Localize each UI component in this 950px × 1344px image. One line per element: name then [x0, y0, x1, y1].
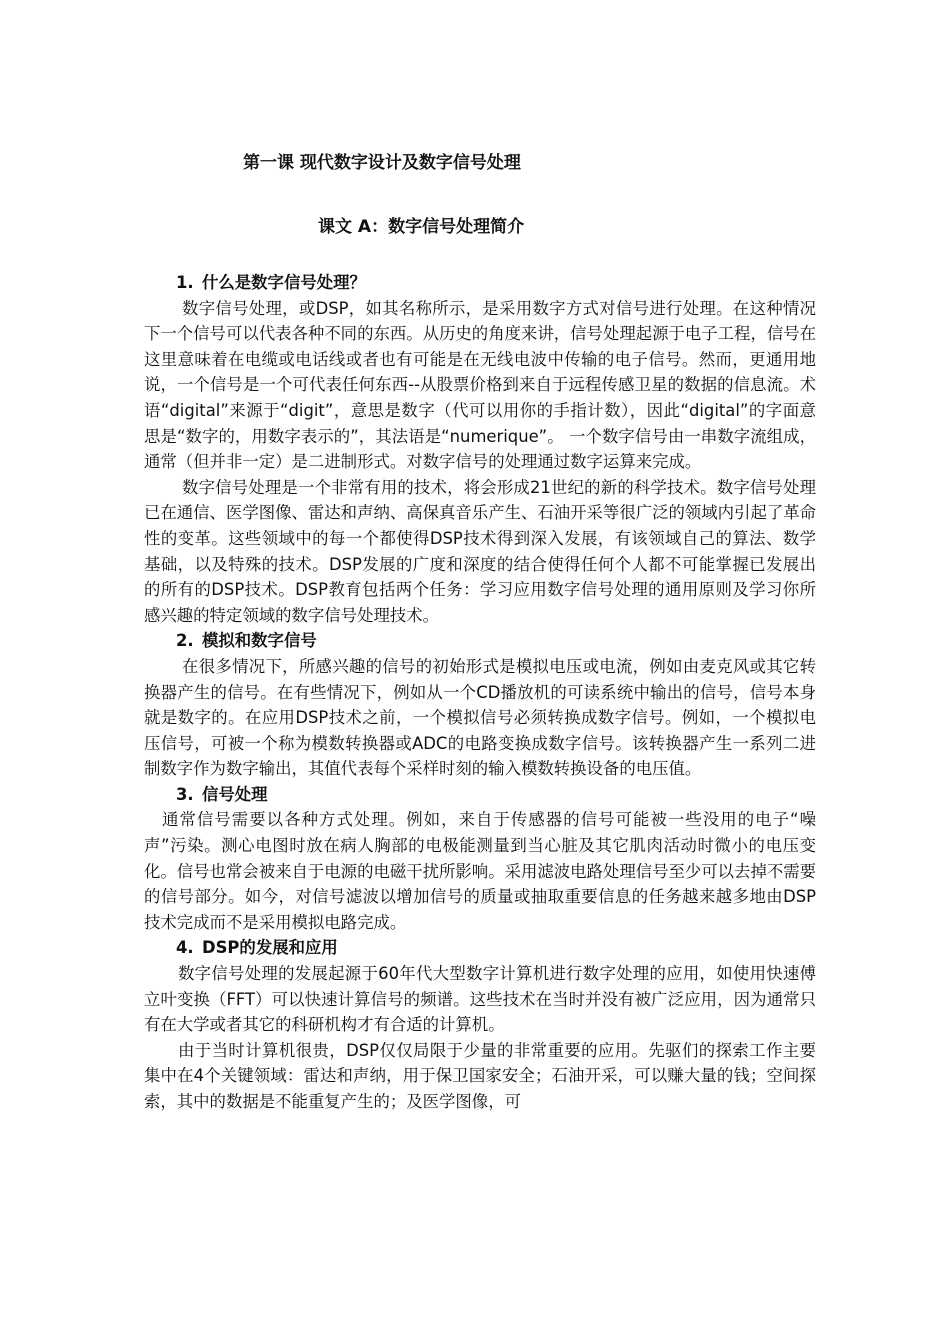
section-1-heading	[144, 270, 816, 296]
section-1-title: 什么是数字信号处理？	[202, 273, 366, 292]
section-2-title: 模拟和数字信号	[202, 631, 317, 651]
section-1-paragraph-1: 数字信号处理，或DSP，如其名称所示，是采用数字方式对信号进行处理。在这种情况下一个信号可以代表各种不同的东西。从历史的角度来讲，信号处理起源于电子工程，信号在这里意味着在电缆或电话线或者也有可能是在无线电波中传输的电子信号。然而，更通用地说，一个信号是一个可代表任何东西--从股票价格到来自于远程传感卫星的数据的信息流。术语“digital”来源于“digit”，意思是数字（代可以用你的手指计数），因此“digital”的字面意思是“数字的，用数字表示的”，其法语是“numerique”。 一个数字信号由一串数字流组成，通常（但并非一定）是二进制形式。对数字信号的处理通过数字运算来完成。	[144, 298, 817, 472]
section-3-paragraph-1: 通常信号需要以各种方式处理。例如，来自于传感器的信号可能被一些没用的电子“噪声”污染。测心电图时放在病人胸部的电极能测量到当心脏及其它肌肉活动时微小的电压变化。信号也常会被来自于电源的电磁干扰所影响。采用滤波电路处理信号至少可以去掉不需要的信号部分。如今，对信号滤波以增加信号的质量或抽取重要信息的任务越来越多地由DSP技术完成而不是采用模拟电路完成。	[144, 810, 817, 932]
section-3-number: 3.	[176, 784, 194, 804]
section-3-heading	[144, 782, 816, 808]
section-4-paragraph-2: 由于当时计算机很贵，DSP仅仅局限于少量的非常重要的应用。先驱们的探索工作主要集中在4个关键领域：雷达和声纳，用于保卫国家安全；石油开采，可以赚大量的钱；空间探索，其中的数据是不能重复产生的；及医学图像，可	[144, 1040, 816, 1111]
section-4-number: 4.	[176, 938, 194, 958]
section-2-heading	[144, 628, 816, 654]
section-1-number: 1.	[176, 273, 194, 292]
section-2-paragraph-1: 在很多情况下，所感兴趣的信号的初始形式是模拟电压或电流，例如由麦克风或其它转换器产生的信号。在有些情况下，例如从一个CD播放机的可读系统中输出的信号，信号本身就是数字的。在应用DSP技术之前，一个模拟信号必须转换成数字信号。例如，一个模拟电压信号，可被一个称为模数转换器或ADC的电路变换成数字信号。该转换器产生一系列二进制数字作为数字输出，其值代表每个采样时刻的输入模数转换设备的电压值。	[144, 656, 816, 779]
section-1-paragraph-2: 数字信号处理是一个非常有用的技术，将会形成21世纪的新的科学技术。数字信号处理已在通信、医学图像、雷达和声纳、高保真音乐产生、石油开采等很广泛的领域内引起了革命性的变革。这些领域中的每一个都使得DSP技术得到深入发展，有该领域自己的算法、数学基础，以及特殊的技术。DSP发展的广度和深度的结合使得任何个人都不可能掌握已发展出的所有的DSP技术。DSP教育包括两个任务：学习应用数字信号处理的通用原则及学习你所感兴趣的特定领域的数字信号处理技术。	[144, 477, 817, 625]
document-body	[144, 270, 816, 1115]
section-4-heading	[144, 935, 816, 961]
section-4-paragraph-1: 数字信号处理的发展起源于60年代大型数字计算机进行数字处理的应用，如使用快速傅立叶变换（FFT）可以快速计算信号的频谱。这些技术在当时并没有被广泛应用，因为通常只有在大学或者其它的科研机构才有合适的计算机。	[144, 964, 816, 1035]
lesson-title: 第一课 现代数字设计及数字信号处理	[243, 153, 521, 173]
text-a-title: 课文 A：数字信号处理简介	[318, 217, 525, 237]
section-3-title: 信号处理	[202, 784, 268, 804]
section-2-number: 2.	[176, 631, 194, 651]
section-4-title: DSP的发展和应用	[202, 938, 338, 958]
